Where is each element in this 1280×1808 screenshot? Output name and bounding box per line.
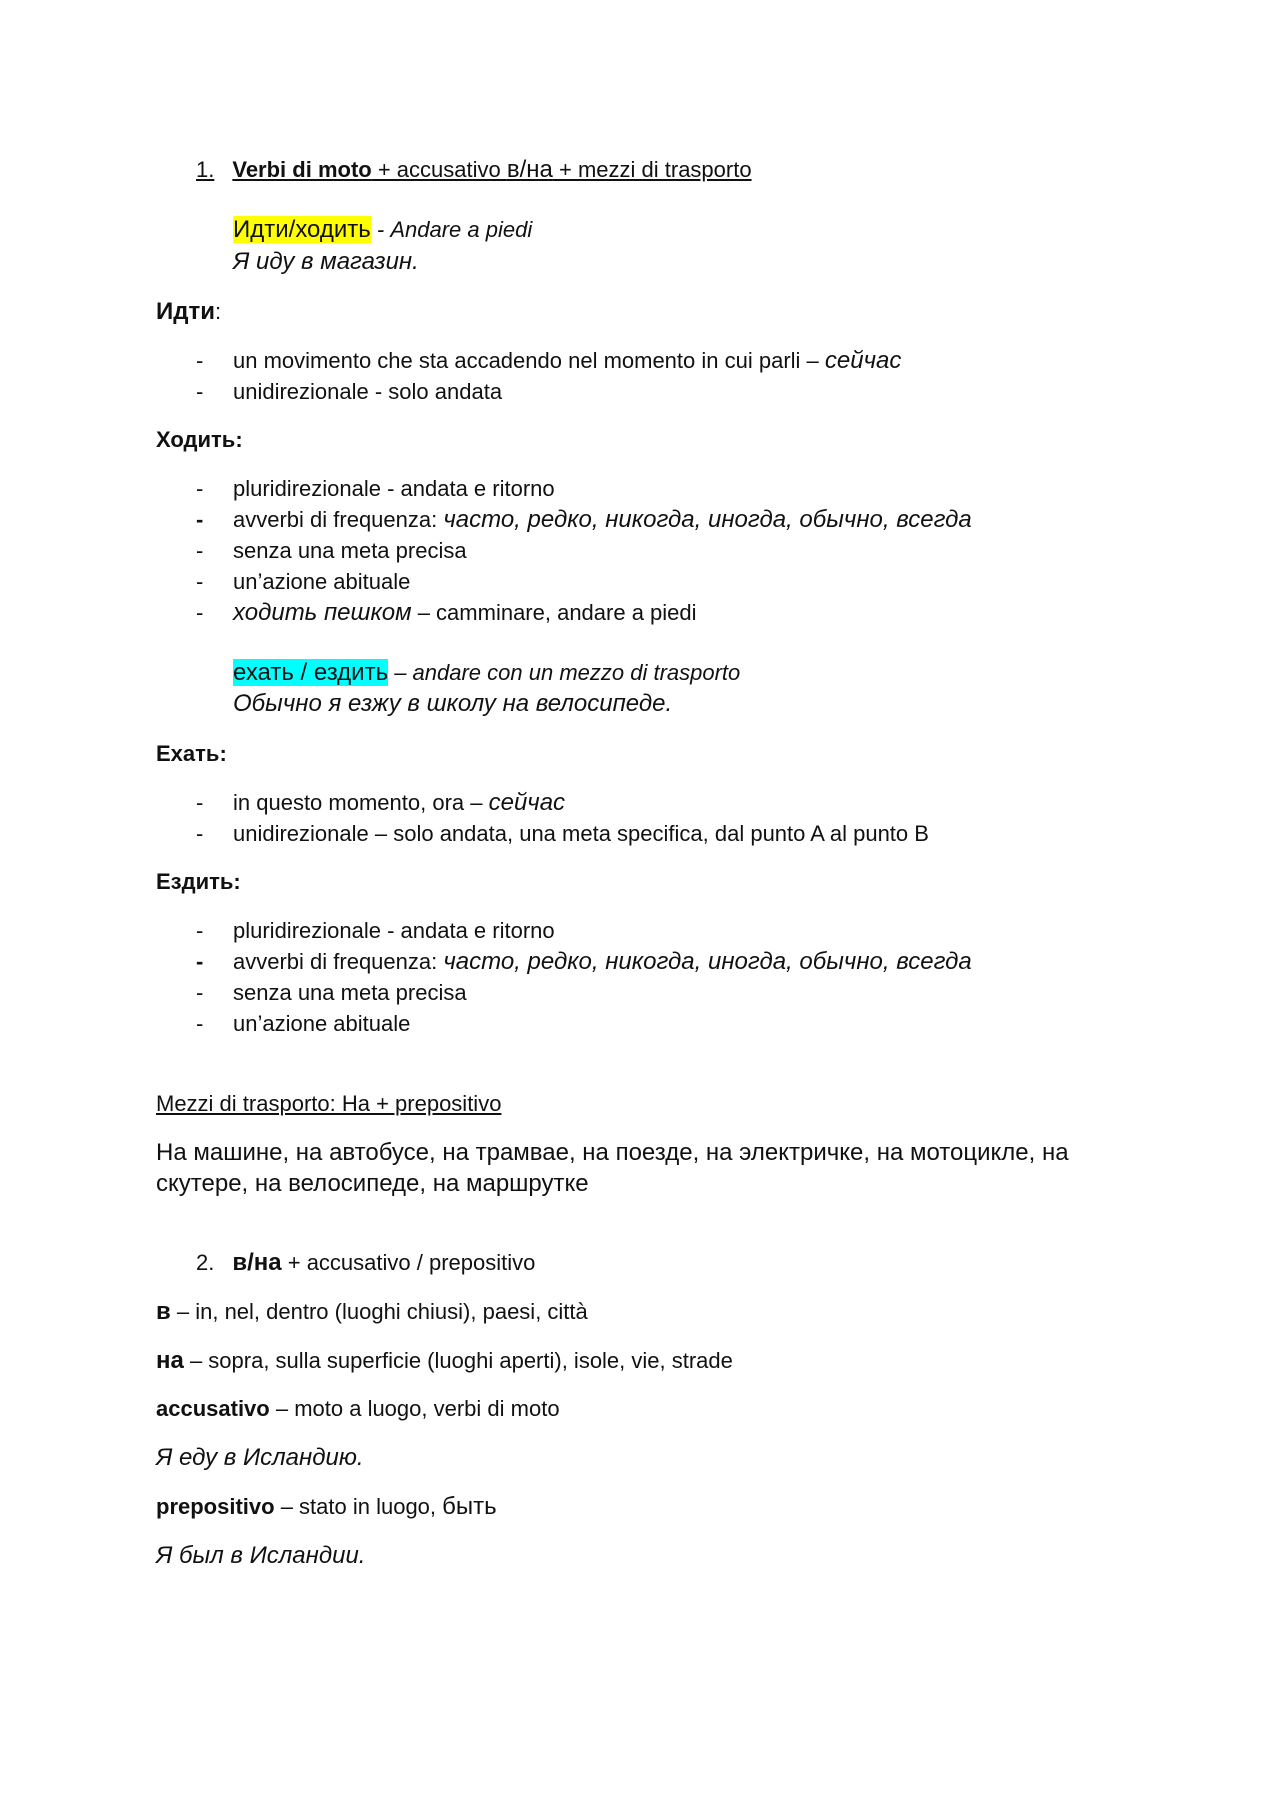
ezdit-heading: Ездить: (156, 869, 241, 894)
list-item-text: senza una meta precisa (233, 538, 467, 563)
list-item-text: in questo momento, ora – (233, 790, 489, 815)
list-item (233, 506, 972, 534)
list-item (233, 917, 555, 945)
idti-pair-line (233, 216, 532, 244)
dash-bullet: - (196, 569, 204, 594)
section2-number: 2. (196, 1250, 215, 1275)
list-item-text: unidirezionale - solo andata (233, 379, 503, 404)
section2-title-rest: + accusativo / prepositivo (281, 1250, 536, 1275)
list-item-text: pluridirezionale - andata e ritorno (233, 918, 555, 943)
list-item (233, 475, 555, 503)
section2-title (196, 1249, 535, 1277)
list-item-text: – camminare, andare a piedi (411, 600, 697, 625)
v-text: – in, nel, dentro (luoghi chiusi), paesi, città (170, 1299, 588, 1324)
idti-pair-highlight: Идти/ходить (233, 216, 371, 243)
idti-pair-desc: - Andare a piedi (370, 217, 533, 242)
idti-example: Я иду в магазин. (233, 248, 419, 275)
na-label: на (156, 1347, 184, 1374)
section1-title-ru: в/на (506, 156, 553, 183)
list-item-text: un’azione abituale (233, 1011, 411, 1036)
list-item-ru: сейчас (488, 789, 566, 816)
list-item-text: unidirezionale – solo andata, una meta specifica, dal punto A al punto B (233, 821, 929, 846)
section2-title-bold: в/на (232, 1249, 282, 1276)
section1-title-rest1: + accusativo (371, 157, 507, 182)
prepositivo-text: – stato in luogo, (274, 1494, 443, 1519)
list-item-ru: часто, редко, никогда, иногда, обычно, всегда (443, 506, 972, 533)
idti-heading (156, 298, 221, 326)
v-label: в (156, 1298, 171, 1325)
dash-bullet: - (196, 348, 204, 373)
transport-line-2: скутере, на велосипеде, на маршрутке (156, 1170, 589, 1197)
list-item-text: pluridirezionale - andata e ritorno (233, 476, 555, 501)
dash-bullet: - (196, 507, 204, 532)
accusativo-text: – moto a luogo, verbi di moto (269, 1396, 560, 1421)
dash-bullet: - (196, 600, 204, 625)
na-definition (156, 1347, 733, 1375)
list-item (233, 568, 410, 596)
dash-bullet: - (196, 821, 204, 846)
list-item (233, 599, 697, 627)
list-item-text: un movimento che sta accadendo nel momento in cui parli – (233, 348, 825, 373)
dash-bullet: - (196, 1011, 204, 1036)
ehat-pair-line (233, 659, 740, 687)
idti-heading-text: Идти (156, 298, 215, 325)
accusativo-example: Я еду в Исландию. (156, 1444, 364, 1471)
list-item-text: un’azione abituale (233, 569, 411, 594)
prepositivo-definition (156, 1493, 497, 1521)
list-item (233, 1010, 410, 1038)
transport-heading: Mezzi di trasporto: На + prepositivo (156, 1091, 502, 1116)
ehat-heading: Ехать: (156, 741, 227, 766)
accusativo-label: accusativo (156, 1396, 270, 1421)
hodit-heading: Ходить: (156, 427, 243, 452)
dash-bullet: - (196, 949, 204, 974)
list-item-ru: часто, редко, никогда, иногда, обычно, всегда (443, 948, 972, 975)
idti-heading-colon: : (215, 299, 222, 324)
dash-bullet: - (196, 918, 204, 943)
transport-line-1: На машине, на автобусе, на трамвае, на поезде, на электричке, на мотоцикле, на (156, 1139, 1069, 1166)
dash-bullet: - (196, 980, 204, 1005)
section1-title-rest2: + mezzi di trasporto (552, 157, 752, 182)
section1-title (196, 156, 752, 184)
dash-bullet: - (196, 790, 204, 815)
list-item (233, 979, 467, 1007)
list-item (233, 820, 929, 848)
dash-bullet: - (196, 379, 204, 404)
dash-bullet: - (196, 476, 204, 501)
prepositivo-ru: быть (442, 1493, 497, 1520)
accusativo-definition (156, 1395, 560, 1423)
list-item (233, 347, 901, 375)
list-item (233, 948, 972, 976)
list-item-text: senza una meta precisa (233, 980, 467, 1005)
list-item-ru: ходить пешком (233, 599, 412, 626)
list-item (233, 789, 565, 817)
ehat-pair-desc: – andare con un mezzo di trasporto (388, 660, 741, 685)
ehat-example: Обычно я езжу в школу на велосипеде. (233, 690, 673, 717)
list-item-text: avverbi di frequenza: (233, 507, 444, 532)
list-item-ru: сейчас (824, 347, 902, 374)
list-item-text: avverbi di frequenza: (233, 949, 444, 974)
na-text: – sopra, sulla superficie (luoghi aperti), isole, vie, strade (183, 1348, 733, 1373)
list-item (233, 537, 467, 565)
dash-bullet: - (196, 538, 204, 563)
list-item (233, 378, 502, 406)
ehat-pair-highlight: ехать / ездить (233, 659, 389, 686)
section1-title-bold: Verbi di moto (232, 157, 372, 182)
section1-number: 1. (196, 157, 215, 182)
prepositivo-example: Я был в Исландии. (156, 1542, 366, 1569)
v-definition (156, 1298, 588, 1326)
prepositivo-label: prepositivo (156, 1494, 275, 1519)
